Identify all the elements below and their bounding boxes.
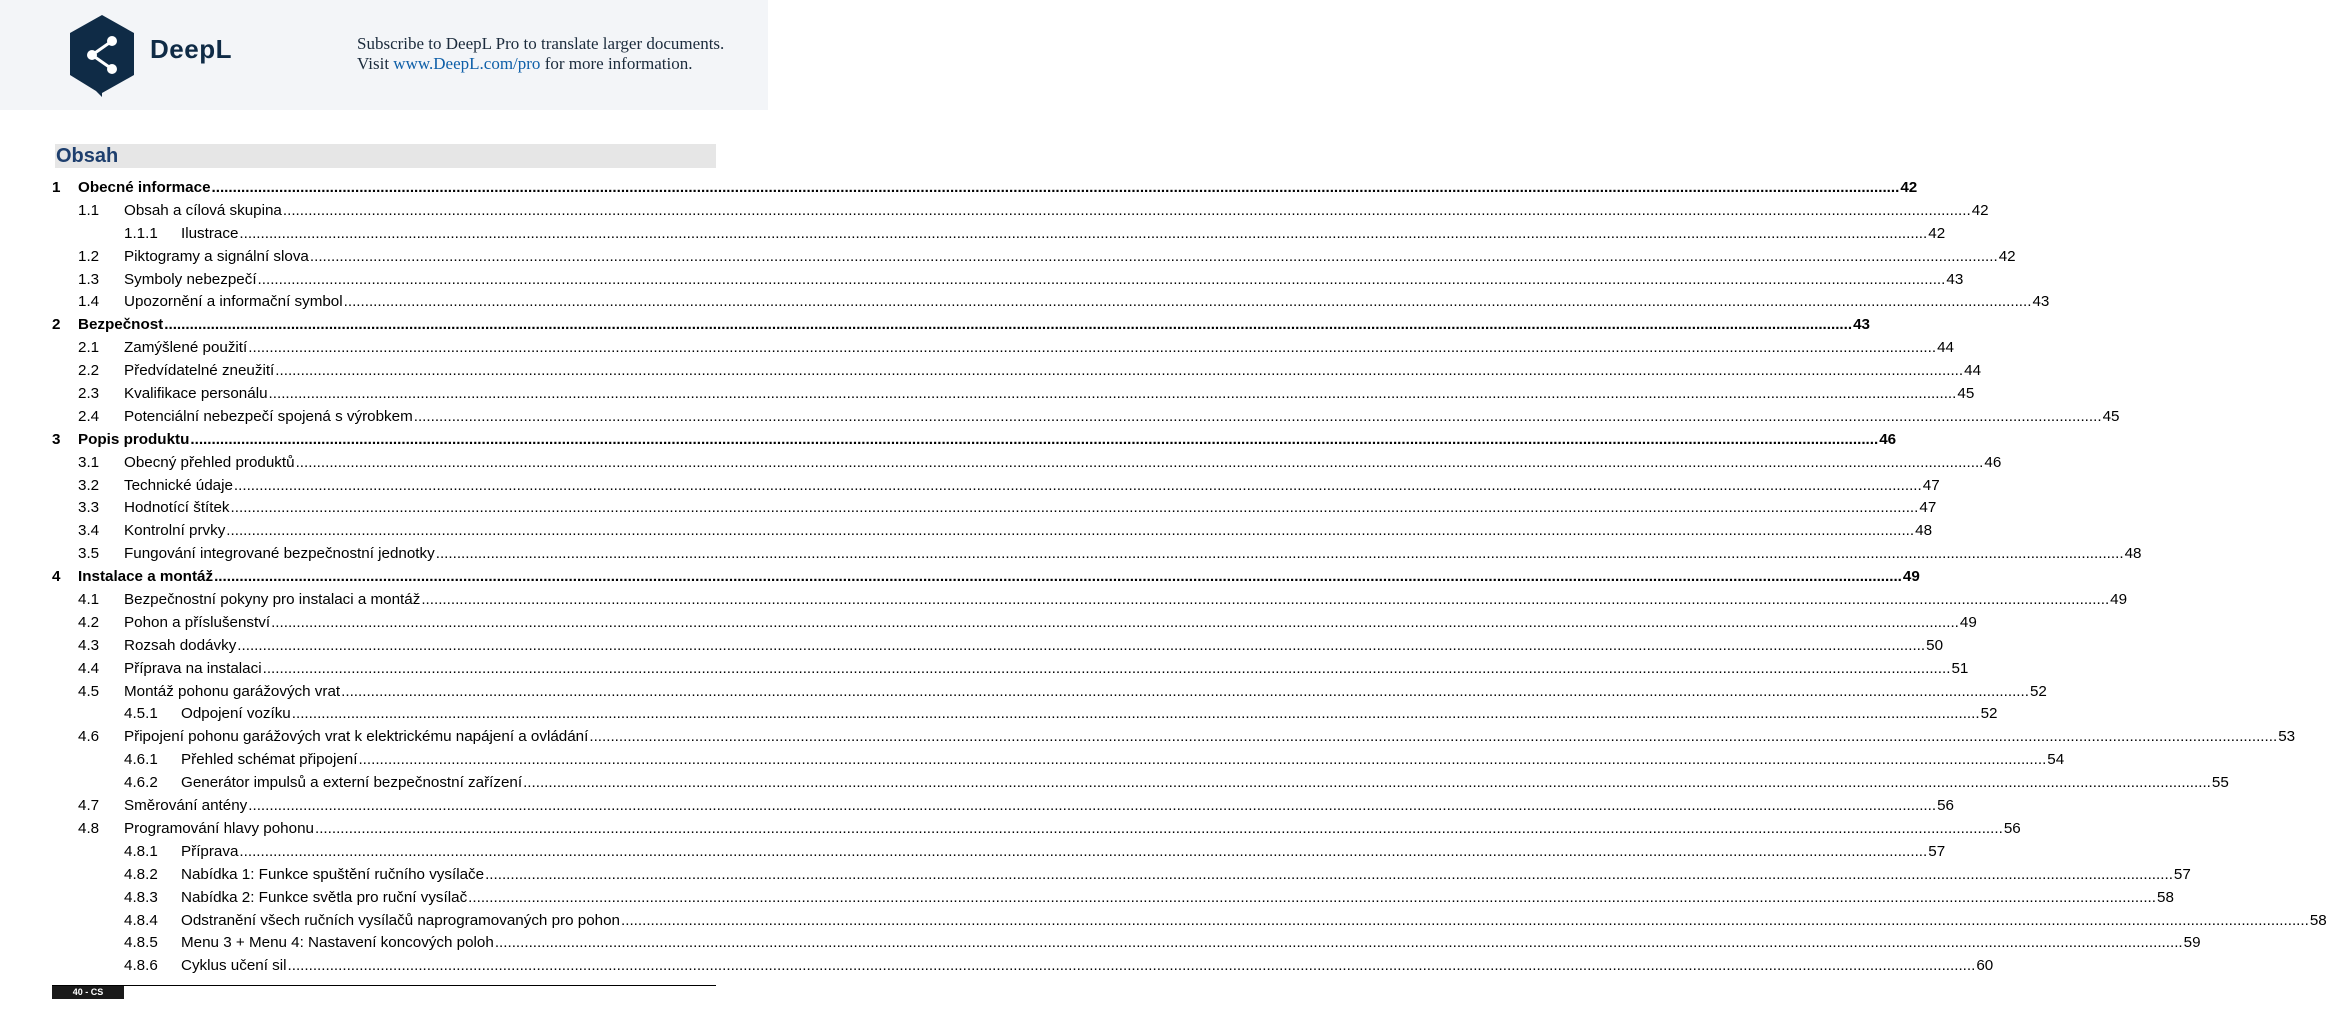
toc-entry[interactable]	[0, 795, 1955, 818]
toc-entry[interactable]	[0, 314, 1870, 337]
toc-entry[interactable]	[0, 681, 2047, 704]
toc-entry-page: 43	[1946, 270, 1964, 288]
promo-suffix: for more information.	[540, 54, 693, 73]
toc-leader-dots: ................................................................................................................................................................................................................................................................................................................................................................................................................	[268, 385, 1957, 403]
toc-leader-dots: ................................................................................................................................................................................................................................................................................................................................................................................................................	[248, 339, 1937, 357]
toc-leader-dots: ................................................................................................................................................................................................................................................................................................................................................................................................................	[190, 430, 1879, 448]
toc-entry-number: 1.3	[78, 270, 100, 288]
toc-entry[interactable]	[0, 406, 2120, 429]
toc-entry-title: Programování hlavy pohonu	[124, 819, 314, 837]
toc-leader-dots: ................................................................................................................................................................................................................................................................................................................................................................................................................	[341, 682, 2029, 700]
toc-entry-number: 3.4	[78, 522, 100, 540]
toc-leader-dots: ................................................................................................................................................................................................................................................................................................................................................................................................................	[435, 545, 2124, 563]
toc-entry-page: 42	[1900, 179, 1918, 196]
toc-leader-dots: ................................................................................................................................................................................................................................................................................................................................................................................................................	[226, 522, 1915, 540]
toc-entry[interactable]	[0, 910, 2327, 933]
toc-entry-number: 4.6.2	[124, 774, 158, 792]
toc-entry-number: 2.4	[78, 407, 100, 425]
toc-entry[interactable]	[0, 635, 1944, 658]
toc-heading	[55, 144, 716, 168]
toc-entry-number: 3	[52, 430, 61, 448]
toc-leader-dots: ................................................................................................................................................................................................................................................................................................................................................................................................................	[257, 270, 1946, 288]
toc-entry-title-line	[124, 269, 1964, 292]
toc-entry-title: Hodnotící štítek	[124, 499, 230, 517]
toc-entry-number: 1.1	[78, 201, 100, 219]
toc-entry[interactable]	[0, 589, 2128, 612]
toc-entry-page: 52	[2029, 682, 2047, 700]
toc-entry[interactable]	[0, 955, 1994, 978]
toc-entry[interactable]	[0, 772, 2229, 795]
toc-entry-number: 4.7	[78, 797, 100, 815]
toc-entry-number: 4.5	[78, 682, 100, 700]
toc-entry[interactable]	[0, 337, 1954, 360]
toc-entry[interactable]	[0, 383, 1975, 406]
toc-entry[interactable]	[0, 703, 1998, 726]
toc-leader-dots: ................................................................................................................................................................................................................................................................................................................................................................................................................	[621, 911, 2309, 929]
toc-entry-page: 45	[1957, 385, 1975, 403]
toc-entry-title: Symboly nebezpečí	[124, 270, 257, 288]
toc-entry-title-line	[181, 932, 2201, 955]
toc-entry-title-line	[124, 246, 2016, 269]
toc-entry-number: 1.2	[78, 247, 100, 265]
toc-entry[interactable]	[0, 177, 1918, 200]
toc-entry-title-line	[124, 383, 1975, 406]
toc-entry[interactable]	[0, 749, 2065, 772]
deepl-banner	[0, 0, 768, 110]
toc-entry-page: 57	[1928, 842, 1946, 860]
toc-entry-title: Cyklus učení sil	[181, 957, 287, 975]
toc-entry-title-line	[78, 566, 1920, 589]
toc-entry[interactable]	[0, 291, 2050, 314]
toc-entry[interactable]	[0, 841, 1946, 864]
toc-entry-page: 56	[1937, 797, 1955, 815]
toc-entry-title-line	[181, 887, 2174, 910]
toc-entry-title-line	[124, 200, 1989, 223]
toc-entry-title-line	[124, 406, 2120, 429]
toc-entry-number: 3.1	[78, 453, 100, 471]
toc-entry[interactable]	[0, 497, 1937, 520]
deepl-logo-text: DeepL	[150, 34, 232, 64]
toc-entry[interactable]	[0, 246, 2016, 269]
toc-entry-page: 48	[2124, 545, 2142, 563]
toc-entry-number: 4.8.3	[124, 888, 158, 906]
toc-entry-title-line	[181, 703, 1998, 726]
promo-line-2	[357, 54, 724, 74]
toc-entry-page: 44	[1964, 362, 1982, 380]
toc-entry-title: Příprava na instalaci	[124, 659, 262, 677]
toc-entry-title-line	[78, 177, 1918, 200]
toc-entry-page: 44	[1937, 339, 1954, 357]
toc-entry[interactable]	[0, 360, 1982, 383]
toc-entry-number: 4.8.2	[124, 865, 158, 883]
toc-entry-title: Předvídatelné zneužití	[124, 362, 275, 380]
toc-entry-title-line	[124, 726, 2296, 749]
toc-entry-title: Obecné informace	[78, 179, 211, 196]
toc-entry-title: Popis produktu	[78, 430, 190, 448]
toc-entry-title: Odpojení vozíku	[181, 705, 291, 723]
toc-entry-page: 56	[2003, 819, 2021, 837]
toc-entry-title: Přehled schémat připojení	[181, 751, 358, 769]
toc-entry-title: Instalace a montáž	[78, 568, 214, 586]
toc-entry-number: 1	[52, 179, 61, 196]
toc-entry-number: 4	[52, 568, 61, 586]
toc-entry-title-line	[124, 360, 1982, 383]
toc-entry-number: 4.6	[78, 728, 100, 746]
toc-entry-number: 4.8.6	[124, 957, 158, 975]
toc-leader-dots: ................................................................................................................................................................................................................................................................................................................................................................................................................	[230, 499, 1919, 517]
toc-entry-page: 46	[1879, 430, 1897, 448]
promo-text	[357, 34, 724, 74]
toc-entry-number: 1.1.1	[124, 224, 158, 242]
promo-prefix: Visit	[357, 54, 394, 73]
toc-entry[interactable]	[0, 566, 1920, 589]
toc-leader-dots: ................................................................................................................................................................................................................................................................................................................................................................................................................	[239, 224, 1928, 242]
toc-entry[interactable]	[0, 200, 1989, 223]
toc-entry-number: 2	[52, 316, 61, 334]
toc-entry-page: 43	[2032, 293, 2050, 311]
toc-entry-title-line	[124, 612, 1977, 635]
table-of-contents	[0, 177, 2327, 978]
toc-entry-title-line	[181, 910, 2327, 933]
toc-entry-number: 4.8.4	[124, 911, 158, 929]
footer-rule	[52, 985, 716, 986]
toc-entry-title: Nabídka 2: Funkce světla pro ruční vysílač	[181, 888, 468, 906]
toc-entry-title-line	[124, 589, 2128, 612]
toc-leader-dots: ................................................................................................................................................................................................................................................................................................................................................................................................................	[589, 728, 2278, 746]
toc-entry-title-line	[181, 223, 1946, 246]
toc-entry-title-line	[181, 864, 2191, 887]
toc-entry-title: Generátor impulsů a externí bezpečnostní zařízení	[181, 774, 523, 792]
toc-entry[interactable]	[0, 520, 1933, 543]
toc-leader-dots: ................................................................................................................................................................................................................................................................................................................................................................................................................	[275, 362, 1964, 380]
toc-entry-title-line	[124, 658, 1969, 681]
toc-entry-title-line	[78, 429, 1897, 452]
promo-line-1: Subscribe to DeepL Pro to translate larger documents.	[357, 34, 725, 53]
toc-entry[interactable]	[0, 612, 1977, 635]
toc-entry-number: 4.8.1	[124, 842, 158, 860]
toc-leader-dots: ................................................................................................................................................................................................................................................................................................................................................................................................................	[233, 476, 1922, 494]
toc-entry-page: 58	[2309, 911, 2327, 929]
toc-entry[interactable]	[0, 223, 1946, 246]
toc-entry-number: 4.1	[78, 591, 100, 609]
toc-leader-dots: ................................................................................................................................................................................................................................................................................................................................................................................................................	[494, 934, 2183, 952]
toc-entry-title: Kontrolní prvky	[124, 522, 226, 540]
toc-entry-title: Odstranění všech ručních vysílačů naprogramovaných pro pohon	[181, 911, 620, 929]
toc-entry-number: 4.5.1	[124, 705, 158, 723]
toc-entry-title: Rozsah dodávky	[124, 636, 237, 654]
toc-entry-title-line	[181, 772, 2229, 795]
toc-entry[interactable]	[0, 658, 1969, 681]
toc-entry-page: 50	[1926, 636, 1944, 654]
toc-entry-number: 4.2	[78, 613, 100, 631]
toc-leader-dots: ................................................................................................................................................................................................................................................................................................................................................................................................................	[421, 591, 2110, 609]
toc-leader-dots: ................................................................................................................................................................................................................................................................................................................................................................................................................	[343, 293, 2032, 311]
toc-entry-page: 46	[1984, 453, 2002, 471]
deepl-pro-link[interactable]: www.DeepL.com/pro	[393, 54, 541, 73]
toc-entry[interactable]	[0, 818, 2021, 841]
toc-leader-dots: ................................................................................................................................................................................................................................................................................................................................................................................................................	[282, 201, 1971, 219]
toc-entry-page: 43	[1853, 316, 1870, 334]
toc-heading-text: Obsah	[56, 145, 119, 167]
toc-entry-page: 48	[1915, 522, 1933, 540]
toc-entry-number: 4.3	[78, 636, 100, 654]
toc-entry-title: Kvalifikace personálu	[124, 385, 268, 403]
toc-entry[interactable]	[0, 726, 2296, 749]
toc-entry-page: 59	[2183, 934, 2201, 952]
toc-leader-dots: ................................................................................................................................................................................................................................................................................................................................................................................................................	[413, 407, 2102, 425]
toc-entry-page: 42	[1971, 201, 1989, 219]
toc-entry-title: Připojení pohonu garážových vrat k elektrickému napájení a ovládání	[124, 728, 589, 746]
toc-entry-title: Bezpečnostní pokyny pro instalaci a montáž	[124, 591, 421, 609]
toc-entry-title-line	[124, 452, 2002, 475]
toc-entry-title: Směrování antény	[124, 797, 248, 815]
toc-entry[interactable]	[0, 932, 2201, 955]
toc-entry[interactable]	[0, 429, 1897, 452]
toc-entry-title: Montáž pohonu garážových vrat	[124, 682, 341, 700]
toc-entry-number: 4.8.5	[124, 934, 158, 952]
toc-entry-page: 58	[2157, 888, 2174, 906]
toc-leader-dots: ................................................................................................................................................................................................................................................................................................................................................................................................................	[291, 705, 1980, 723]
toc-entry[interactable]	[0, 887, 2174, 910]
toc-entry-title-line	[181, 749, 2065, 772]
page-number-label: 40 - CS	[52, 986, 124, 999]
toc-entry[interactable]	[0, 269, 1964, 292]
toc-entry-number: 3.3	[78, 499, 100, 517]
toc-entry-title-line	[124, 543, 2142, 566]
toc-entry-number: 3.5	[78, 545, 100, 563]
toc-entry-page: 55	[2211, 774, 2229, 792]
toc-entry-title-line	[124, 497, 1937, 520]
toc-entry-title: Ilustrace	[181, 224, 239, 242]
toc-entry-page: 42	[1928, 224, 1946, 242]
toc-entry-page: 47	[1922, 476, 1940, 494]
toc-entry-title-line	[181, 841, 1946, 864]
toc-entry-title-line	[124, 681, 2047, 704]
toc-entry-title: Zamýšlené použití	[124, 339, 248, 357]
toc-entry-number: 2.1	[78, 339, 100, 357]
toc-entry-title-line	[181, 955, 1994, 978]
toc-entry-number: 3.2	[78, 476, 100, 494]
toc-entry-page: 51	[1951, 659, 1969, 677]
toc-entry[interactable]	[0, 543, 2142, 566]
toc-entry-page: 60	[1976, 957, 1994, 975]
toc-entry-title: Obsah a cílová skupina	[124, 201, 282, 219]
toc-entry[interactable]	[0, 864, 2191, 887]
toc-entry-page: 49	[2110, 591, 2128, 609]
toc-entry-number: 2.3	[78, 385, 100, 403]
toc-leader-dots: ................................................................................................................................................................................................................................................................................................................................................................................................................	[239, 842, 1928, 860]
toc-leader-dots: ................................................................................................................................................................................................................................................................................................................................................................................................................	[287, 957, 1976, 975]
toc-entry-title: Upozornění a informační symbol	[124, 293, 343, 311]
toc-entry-title-line	[78, 314, 1870, 337]
toc-entry-number: 2.2	[78, 362, 100, 380]
toc-leader-dots: ................................................................................................................................................................................................................................................................................................................................................................................................................	[358, 751, 2047, 769]
toc-leader-dots: ................................................................................................................................................................................................................................................................................................................................................................................................................	[262, 659, 1951, 677]
toc-entry-page: 47	[1919, 499, 1937, 517]
toc-entry-title: Pohon a příslušenství	[124, 613, 271, 631]
toc-leader-dots: ................................................................................................................................................................................................................................................................................................................................................................................................................	[309, 247, 1998, 265]
toc-entry[interactable]	[0, 475, 1940, 498]
toc-leader-dots: ................................................................................................................................................................................................................................................................................................................................................................................................................	[164, 316, 1853, 334]
toc-entry-number: 4.8	[78, 819, 100, 837]
toc-entry-title-line	[124, 475, 1940, 498]
toc-leader-dots: ................................................................................................................................................................................................................................................................................................................................................................................................................	[468, 888, 2157, 906]
toc-leader-dots: ................................................................................................................................................................................................................................................................................................................................................................................................................	[214, 568, 1902, 586]
toc-entry-title: Fungování integrované bezpečnostní jednotky	[124, 545, 435, 563]
toc-leader-dots: ................................................................................................................................................................................................................................................................................................................................................................................................................	[314, 819, 2003, 837]
toc-leader-dots: ................................................................................................................................................................................................................................................................................................................................................................................................................	[295, 453, 1984, 471]
toc-entry-title: Nabídka 1: Funkce spuštění ručního vysílače	[181, 865, 485, 883]
toc-entry-title: Bezpečnost	[78, 316, 164, 334]
toc-entry-title: Technické údaje	[124, 476, 233, 494]
toc-leader-dots: ................................................................................................................................................................................................................................................................................................................................................................................................................	[248, 797, 1937, 815]
toc-entry-page: 42	[1998, 247, 2016, 265]
toc-entry-number: 4.6.1	[124, 751, 158, 769]
toc-entry-title-line	[124, 635, 1944, 658]
toc-entry[interactable]	[0, 452, 2002, 475]
toc-leader-dots: ................................................................................................................................................................................................................................................................................................................................................................................................................	[237, 636, 1926, 654]
toc-entry-page: 52	[1980, 705, 1998, 723]
toc-entry-number: 1.4	[78, 293, 100, 311]
toc-leader-dots: ................................................................................................................................................................................................................................................................................................................................................................................................................	[485, 865, 2173, 883]
toc-entry-title-line	[124, 337, 1954, 360]
deepl-logo-icon	[66, 13, 138, 97]
toc-entry-page: 45	[2102, 407, 2120, 425]
toc-entry-page: 49	[1902, 568, 1920, 586]
toc-entry-page: 49	[1959, 613, 1977, 631]
toc-entry-title-line	[124, 795, 1955, 818]
toc-entry-title-line	[124, 520, 1933, 543]
toc-entry-page: 53	[2278, 728, 2296, 746]
toc-entry-title-line	[124, 818, 2021, 841]
toc-entry-page: 54	[2047, 751, 2065, 769]
toc-entry-title: Obecný přehled produktů	[124, 453, 295, 471]
toc-entry-page: 57	[2173, 865, 2191, 883]
toc-entry-title: Menu 3 + Menu 4: Nastavení koncových poloh	[181, 934, 494, 952]
toc-entry-title-line	[124, 291, 2050, 314]
toc-entry-title: Příprava	[181, 842, 239, 860]
toc-entry-title: Potenciální nebezpečí spojená s výrobkem	[124, 407, 413, 425]
toc-leader-dots: ................................................................................................................................................................................................................................................................................................................................................................................................................	[271, 613, 1959, 631]
toc-entry-number: 4.4	[78, 659, 100, 677]
toc-entry-title: Piktogramy a signální slova	[124, 247, 309, 265]
toc-leader-dots: ................................................................................................................................................................................................................................................................................................................................................................................................................	[523, 774, 2211, 792]
toc-leader-dots: ................................................................................................................................................................................................................................................................................................................................................................................................................	[211, 179, 1900, 196]
